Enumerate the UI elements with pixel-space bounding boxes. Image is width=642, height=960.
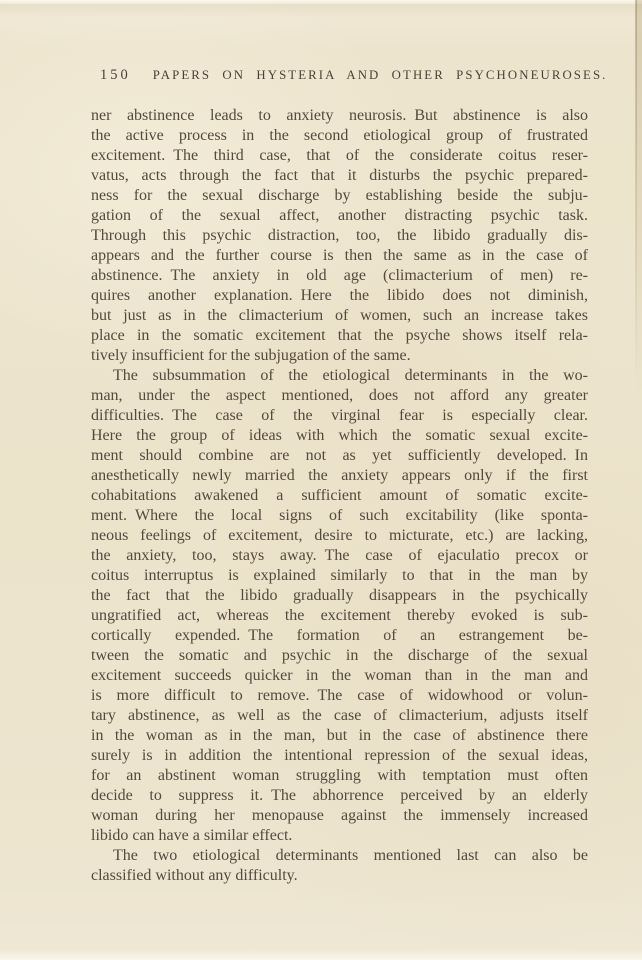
text-line: difficulties. The case of the virginal fear is especially clear. — [91, 407, 588, 424]
text-line: ment should combine are not as yet sufficiently developed. In — [91, 447, 588, 464]
text-line: surely is in addition the intentional repression of the sexual ideas, — [91, 747, 588, 764]
text-line: but just as in the climacterium of women, such an increase takes — [91, 307, 588, 324]
text-line: libido can have a similar effect. — [91, 827, 293, 844]
text-line: ungratified act, whereas the excitement thereby evoked is sub- — [91, 607, 588, 624]
text-line: cohabitations awakened a sufficient amount of somatic excite- — [91, 487, 588, 504]
text-line: tary abstinence, as well as the case of climacterium, adjusts itself — [91, 707, 588, 724]
text-line: man, under the aspect mentioned, does not afford any greater — [91, 387, 588, 404]
text-line: the active process in the second etiological group of frustrated — [91, 127, 588, 144]
text-line: ness for the sexual discharge by establishing beside the subju- — [91, 187, 588, 204]
page-top-texture — [0, 4, 642, 18]
text-line: cortically expended. The formation of an estrangement be- — [91, 627, 588, 644]
text-line: tween the somatic and psychic in the discharge of the sexual — [91, 647, 588, 664]
text-line: coitus interruptus is explained similarly to that in the man by — [91, 567, 588, 584]
text-line: neous feelings of excitement, desire to micturate, etc.) are lacking, — [91, 527, 588, 544]
text-line: in the woman as in the man, but in the case of abstinence there — [91, 727, 588, 744]
text-line: place in the somatic excitement that the psyche shows itself rela- — [91, 327, 588, 344]
text-line: excitement succeeds quicker in the woman than in the man and — [91, 667, 588, 684]
text-line: is more difficult to remove. The case of widowhood or volun- — [91, 687, 588, 704]
text-line: the fact that the libido gradually disappears in the psychically — [91, 587, 588, 604]
text-line: vatus, acts through the fact that it disturbs the psychic prepared- — [91, 167, 588, 184]
text-line: The subsummation of the etiological determinants in the wo- — [113, 367, 588, 384]
page-number: 150 — [100, 67, 131, 83]
text-line: quires another explanation. Here the libido does not diminish, — [91, 287, 588, 304]
text-line: tively insufficient for the subjugation of the same. — [91, 347, 411, 364]
text-line: Here the group of ideas with which the somatic sexual excite- — [91, 427, 588, 444]
text-line: the anxiety, too, stays away. The case of ejaculatio precox or — [91, 547, 588, 564]
text-line: anesthetically newly married the anxiety appears only if the first — [91, 467, 588, 484]
page-body — [91, 106, 588, 886]
text-line: appears and the further course is then the same as in the case of — [91, 247, 588, 264]
page-crease-line — [635, 0, 637, 385]
text-line: for an abstinent woman struggling with temptation must often — [91, 767, 588, 784]
text-line: gation of the sexual affect, another distracting psychic task. — [91, 207, 588, 224]
text-line: ment. Where the local signs of such excitability (like sponta- — [91, 507, 588, 524]
text-line: ner abstinence leads to anxiety neurosis. But abstinence is also — [91, 107, 588, 124]
page-header — [100, 66, 608, 84]
page-bottom-edge — [0, 949, 642, 960]
running-title: PAPERS ON HYSTERIA AND OTHER PSYCHONEUROSES. — [152, 68, 608, 82]
text-line: The two etiological determinants mentioned last can also be — [113, 847, 588, 864]
text-line: woman during her menopause against the immensely increased — [91, 807, 588, 824]
text-line: abstinence. The anxiety in old age (climacterium of men) re- — [91, 267, 588, 284]
text-line: Through this psychic distraction, too, the libido gradually dis- — [91, 227, 588, 244]
text-line: classified without any difficulty. — [91, 867, 298, 884]
text-line: excitement. The third case, that of the considerate coitus reser- — [91, 147, 588, 164]
text-line: decide to suppress it. The abhorrence perceived by an elderly — [91, 787, 588, 804]
